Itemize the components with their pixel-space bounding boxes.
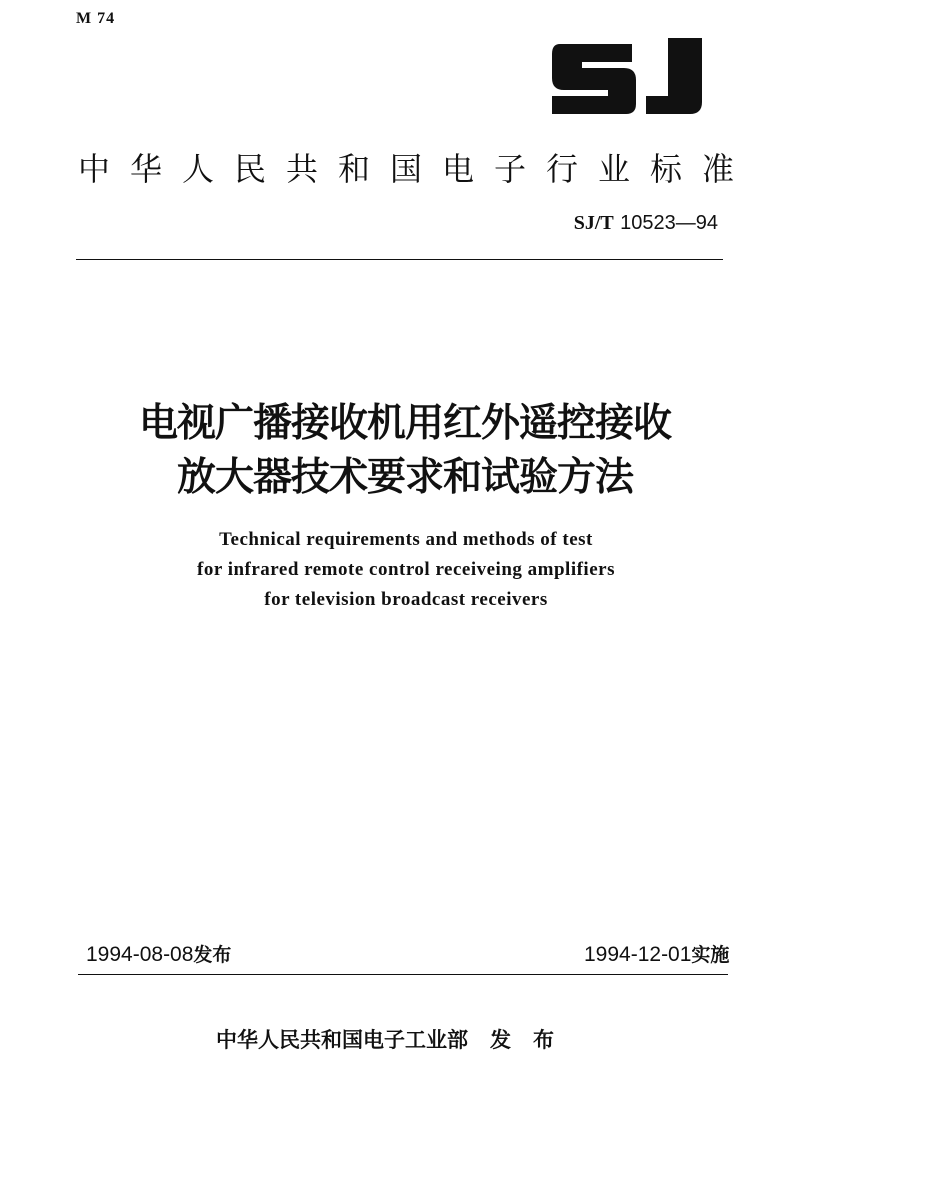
sj-logo <box>546 36 706 116</box>
english-title-line-1: Technical requirements and methods of test <box>219 529 593 550</box>
chinese-title-line-2: 放大器技术要求和试验方法 <box>176 455 633 500</box>
effective-date-value: 1994-12-01 <box>584 943 692 966</box>
logo-letter-s <box>552 44 636 114</box>
classification-code: M 74 <box>76 10 116 27</box>
standard-number <box>574 210 718 235</box>
release-date-label: 发布 <box>193 944 232 966</box>
release-date <box>86 940 231 967</box>
publisher <box>216 1024 576 1054</box>
english-title-line-3: for television broadcast receivers <box>264 589 548 610</box>
release-date-value: 1994-08-08 <box>86 943 194 966</box>
effective-date-label: 实施 <box>691 944 730 966</box>
issuer-header: 中华人民共和国电子行业标准 <box>78 150 755 188</box>
bottom-divider <box>78 974 728 975</box>
standard-prefix: SJ/T <box>573 212 614 234</box>
english-title-line-2: for infrared remote control receiveing amplifiers <box>197 559 615 580</box>
top-divider <box>76 259 723 260</box>
effective-date <box>584 940 729 967</box>
chinese-title-line-1: 电视广播接收机用红外遥控接收 <box>138 401 671 446</box>
publisher-name: 中华人民共和国电子工业部 <box>216 1028 468 1052</box>
publisher-action: 发布 <box>490 1028 576 1052</box>
standard-code: 10523—94 <box>620 212 718 234</box>
